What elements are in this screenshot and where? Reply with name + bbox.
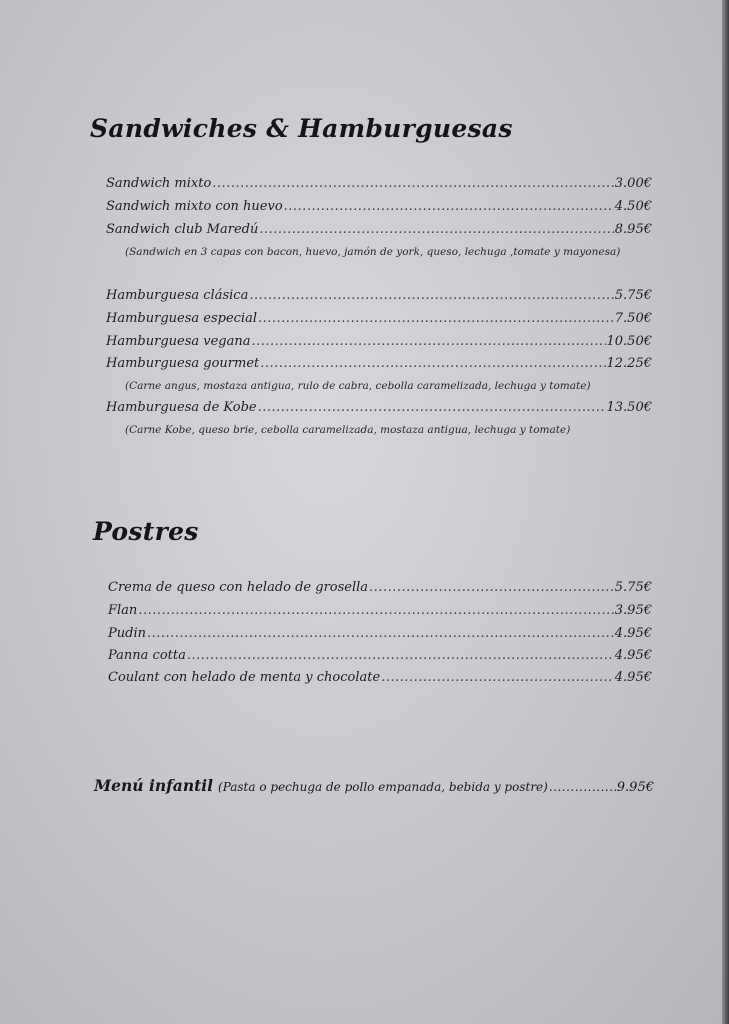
item-name: Coulant con helado de menta y chocolate <box>108 670 381 685</box>
leader-dots <box>212 176 613 191</box>
menu-item-hamburguesa-gourmet <box>106 356 652 371</box>
menu-item-pudin <box>108 626 652 641</box>
leader-dots <box>147 626 614 641</box>
item-name: Hamburguesa gourmet <box>106 356 260 371</box>
leader-dots <box>259 222 613 237</box>
item-price: 4.50€ <box>614 199 652 214</box>
item-name: Panna cotta <box>108 648 186 663</box>
item-price: 5.75€ <box>614 288 652 303</box>
item-name: Sandwich mixto <box>106 176 212 191</box>
leader-dots <box>381 670 614 685</box>
leader-dots <box>260 356 605 371</box>
menu-item-coulant <box>108 670 652 685</box>
background-edge <box>722 0 729 1024</box>
item-name: Crema de queso con helado de grosella <box>108 580 369 595</box>
leader-dots <box>284 199 614 214</box>
menu-item-crema-de-queso <box>108 580 652 595</box>
item-name: Sandwich club Maredú <box>106 222 259 237</box>
leader-dots <box>138 603 613 618</box>
item-price: 10.50€ <box>606 334 652 349</box>
item-name: Sandwich mixto con huevo <box>106 199 283 214</box>
leader-dots <box>549 780 616 794</box>
leader-dots <box>369 580 614 595</box>
item-price: 12.25€ <box>606 356 652 371</box>
menu-item-panna-cotta <box>108 648 652 663</box>
menu-item-hamburguesa-especial <box>106 311 652 326</box>
item-price: 3.95€ <box>614 603 652 618</box>
menu-item-hamburguesa-clasica <box>106 288 652 303</box>
section-title-sandwiches-burgers: Sandwiches & Hamburguesas <box>90 114 513 143</box>
leader-dots <box>258 311 614 326</box>
leader-dots <box>258 400 606 415</box>
menu-item-flan <box>108 603 652 618</box>
section-title-desserts: Postres <box>93 517 199 546</box>
item-price: 3.00€ <box>614 176 652 191</box>
item-price: 13.50€ <box>606 400 652 415</box>
leader-dots <box>187 648 614 663</box>
item-price: 7.50€ <box>614 311 652 326</box>
item-name: Hamburguesa vegana <box>106 334 251 349</box>
leader-dots <box>252 334 606 349</box>
item-name: Hamburguesa clásica <box>106 288 249 303</box>
item-name: Pudin <box>108 626 146 641</box>
item-price: 8.95€ <box>614 222 652 237</box>
item-price: 4.95€ <box>614 670 652 685</box>
kobe-burger-description: (Carne Kobe, queso brie, cebolla caramelizada, mostaza antigua, lechuga y tomate) <box>125 424 571 436</box>
gourmet-burger-description: (Carne angus, mostaza antigua, rulo de cabra, cebolla caramelizada, lechuga y tomate) <box>125 380 591 392</box>
menu-item-hamburguesa-vegana <box>106 334 652 349</box>
club-sandwich-description: (Sandwich en 3 capas con bacon, huevo, jamón de york, queso, lechuga ,tomate y mayonesa) <box>125 246 621 258</box>
menu-item-sandwich-mixto <box>106 176 652 191</box>
menu-item-hamburguesa-kobe <box>106 400 652 415</box>
menu-item-sandwich-mixto-huevo <box>106 199 652 214</box>
kids-menu-description: (Pasta o pechuga de pollo empanada, bebida y postre) <box>218 780 548 794</box>
item-price: 4.95€ <box>614 626 652 641</box>
item-price: 5.75€ <box>614 580 652 595</box>
menu-item-sandwich-club <box>106 222 652 237</box>
item-price: 4.95€ <box>614 648 652 663</box>
kids-menu-price: 9.95€ <box>616 780 654 795</box>
kids-menu-row <box>94 776 654 795</box>
leader-dots <box>249 288 613 303</box>
item-name: Flan <box>108 603 138 618</box>
item-name: Hamburguesa especial <box>106 311 257 326</box>
kids-menu-label: Menú infantil <box>94 776 214 795</box>
item-name: Hamburguesa de Kobe <box>106 400 257 415</box>
